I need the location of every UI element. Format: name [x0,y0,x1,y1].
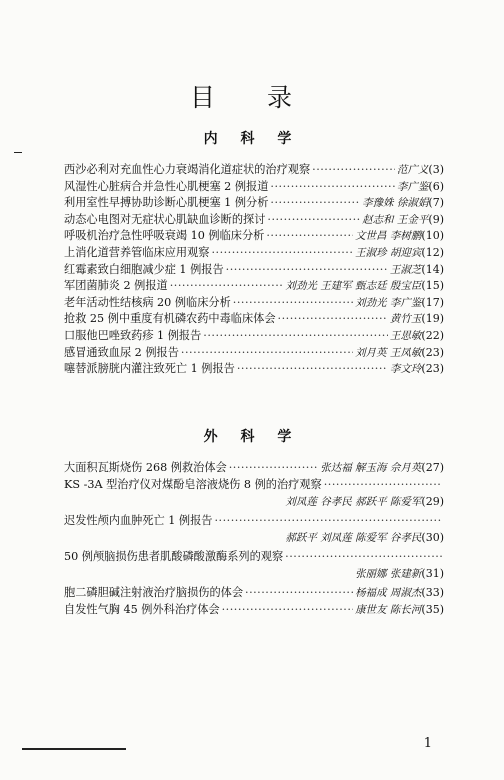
entry-page: (30) [421,530,444,544]
toc-entry [64,263,444,277]
toc-entry-line [64,514,444,528]
toc-entry [64,514,444,545]
entry-authors: 范广义 [396,164,429,176]
entry-authors: 赵志和 王金平 [362,213,429,226]
entry-authors: 郝跃平 刘凤莲 陈爱军 谷孝民 [285,531,422,544]
entry-authors: 李文玲 [389,363,422,376]
entry-page: (12) [421,246,444,259]
toc-entry [64,346,444,360]
entry-page: (3) [428,163,444,176]
toc-entry-line [64,279,444,293]
entry-title: 风湿性心脏病合并急性心肌梗塞 2 例报道 [64,179,269,193]
toc-entry [64,180,444,194]
entry-page: (29) [421,494,444,508]
toc-entry [64,329,444,343]
toc-entry-line [64,312,444,326]
entry-page: (9) [428,212,444,226]
entry-page: (10) [421,229,444,243]
leader-dots [181,346,353,360]
leader-dots [270,180,394,194]
leader-dots [229,461,319,475]
leader-dots [267,213,360,227]
toc-entry-line [64,567,444,581]
toc-entry-line [64,550,444,564]
leader-dots [266,229,353,243]
section-heading-surgery: 外 科 学 [203,429,301,445]
toc-entry [64,229,444,243]
toc-entry-line [64,196,444,210]
toc-entry [64,213,444,227]
entry-page: (14) [421,262,444,276]
entry-title: 红霉素致白细胞减少症 1 例报告 [64,262,224,276]
leader-dots [233,296,353,310]
toc-entry-line [64,180,444,194]
toc-entry-line [64,263,444,277]
entry-authors: 李豫姝 徐淑娟 [362,197,429,210]
entry-title: 西沙必利对充血性心力衰竭消化道症状的治疗观察 [64,163,311,176]
toc-entry [64,550,444,581]
entry-title: KS -3A 型治疗仪对煤酚皂溶液烧伤 8 例的治疗观察 [64,477,322,491]
leader-dots [278,312,388,326]
entry-authors: 刘凤莲 谷孝民 郝跃平 陈爱军 [285,495,422,508]
entry-authors: 王思敏 [389,330,422,342]
toc-entry-line [64,229,444,243]
leader-dots [214,514,442,528]
entry-title: 上消化道营养管临床应用观察 [64,246,210,259]
leader-dots [211,246,353,260]
entry-page: (15) [421,279,444,293]
entry-title: 噻替派膀胱内灌注致死亡 1 例报告 [64,362,235,376]
toc-entry [64,461,444,475]
leader-dots [237,362,388,376]
entry-page: (19) [421,312,444,326]
toc-entry-line [64,296,444,310]
entry-title: 老年活动性结核病 20 例临床分析 [64,295,231,309]
entry-authors: 黄竹玉 [389,313,422,326]
entry-authors: 张丽娜 张建新 [355,568,422,580]
entry-page: (23) [421,362,444,376]
entry-title: 胞二磷胆碱注射液治疗脑损伤的体会 [64,586,244,600]
entry-title: 口服他巴唑致药疹 1 例报告 [64,329,202,342]
toc-entry-line [64,163,444,177]
entry-authors: 李广鉴 [396,180,429,193]
entry-authors: 刘劲光 王建军 甄志廷 殷宝臣 [285,280,422,293]
toc-entry-line [64,362,444,376]
toc-entry [64,196,444,210]
entry-page: (35) [421,602,444,616]
entry-page: (7) [428,196,444,210]
leader-dots [203,329,388,343]
leader-dots [226,263,388,277]
entry-title: 抢救 25 例中重度有机磷农药中毒临床体会 [64,312,276,326]
toc-entry-line [64,346,444,360]
entry-page: (31) [421,567,444,580]
entry-page: (23) [421,345,444,359]
leader-dots [245,586,353,600]
entry-authors: 刘劲光 李广鉴 [355,296,422,309]
entry-title: 自发性气胸 45 例外科治疗体会 [64,602,220,616]
entry-title: 利用室性早搏协助诊断心肌梗塞 1 例分析 [64,196,269,210]
entry-page: (6) [428,179,444,193]
entry-title: 50 例颅脑损伤患者肌酸磷酸激酶系列的观察 [64,550,284,563]
toc-entry [64,279,444,293]
toc-entry-line [64,478,444,492]
toc-entry-line [64,213,444,227]
entry-title: 迟发性颅内血肿死亡 1 例报告 [64,513,213,527]
entry-authors: 刘月英 王凤敏 [355,346,422,359]
toc-entry [64,603,444,617]
entry-page: (17) [421,295,444,309]
section-heading-internal-medicine: 内 科 学 [203,131,301,147]
entry-title: 大面积瓦斯烧伤 268 例救治体会 [64,461,227,474]
toc-entry [64,478,444,509]
entry-title: 军团菌肺炎 2 例报道 [64,279,168,293]
toc-entry-line [64,329,444,343]
toc-entry [64,586,444,600]
entry-page: (33) [421,586,444,600]
toc-entry [64,362,444,376]
leader-dots [270,196,360,210]
toc-entry-line [64,461,444,475]
toc-entry [64,163,444,177]
entry-authors: 康世友 陈长河 [355,603,422,616]
entry-title: 感冒通致血尿 2 例报告 [64,345,179,359]
scan-mark-top [14,152,22,153]
toc-entry [64,312,444,326]
toc-entry-line [64,531,444,545]
leader-dots [222,603,353,617]
entry-authors: 文世昌 李树鹏 [355,230,422,243]
toc-entry [64,296,444,310]
entry-authors: 王淑珍 胡迎宾 [355,247,422,259]
entry-title: 动态心电图对无症状心肌缺血诊断的探讨 [64,212,266,226]
toc-entry-line [64,495,444,509]
entry-page: (22) [421,329,444,342]
leader-dots [285,550,442,564]
page-number: 1 [423,736,432,751]
toc-title: 目 录 [190,83,314,112]
leader-dots [170,279,284,293]
toc-entry-line [64,603,444,617]
toc-entry-line [64,246,444,260]
entry-page: (27) [421,461,444,474]
scan-mark-bottom [22,748,126,750]
toc-entry-line [64,586,444,600]
entry-title: 呼吸机治疗急性呼吸衰竭 10 例临床分析 [64,229,265,243]
entry-authors: 张达福 解玉海 佘月英 [320,462,422,474]
entry-authors: 王淑芝 [389,263,422,276]
leader-dots [324,478,442,492]
entry-authors: 杨福成 周淑杰 [355,587,422,600]
leader-dots [312,163,395,177]
toc-entry [64,246,444,260]
